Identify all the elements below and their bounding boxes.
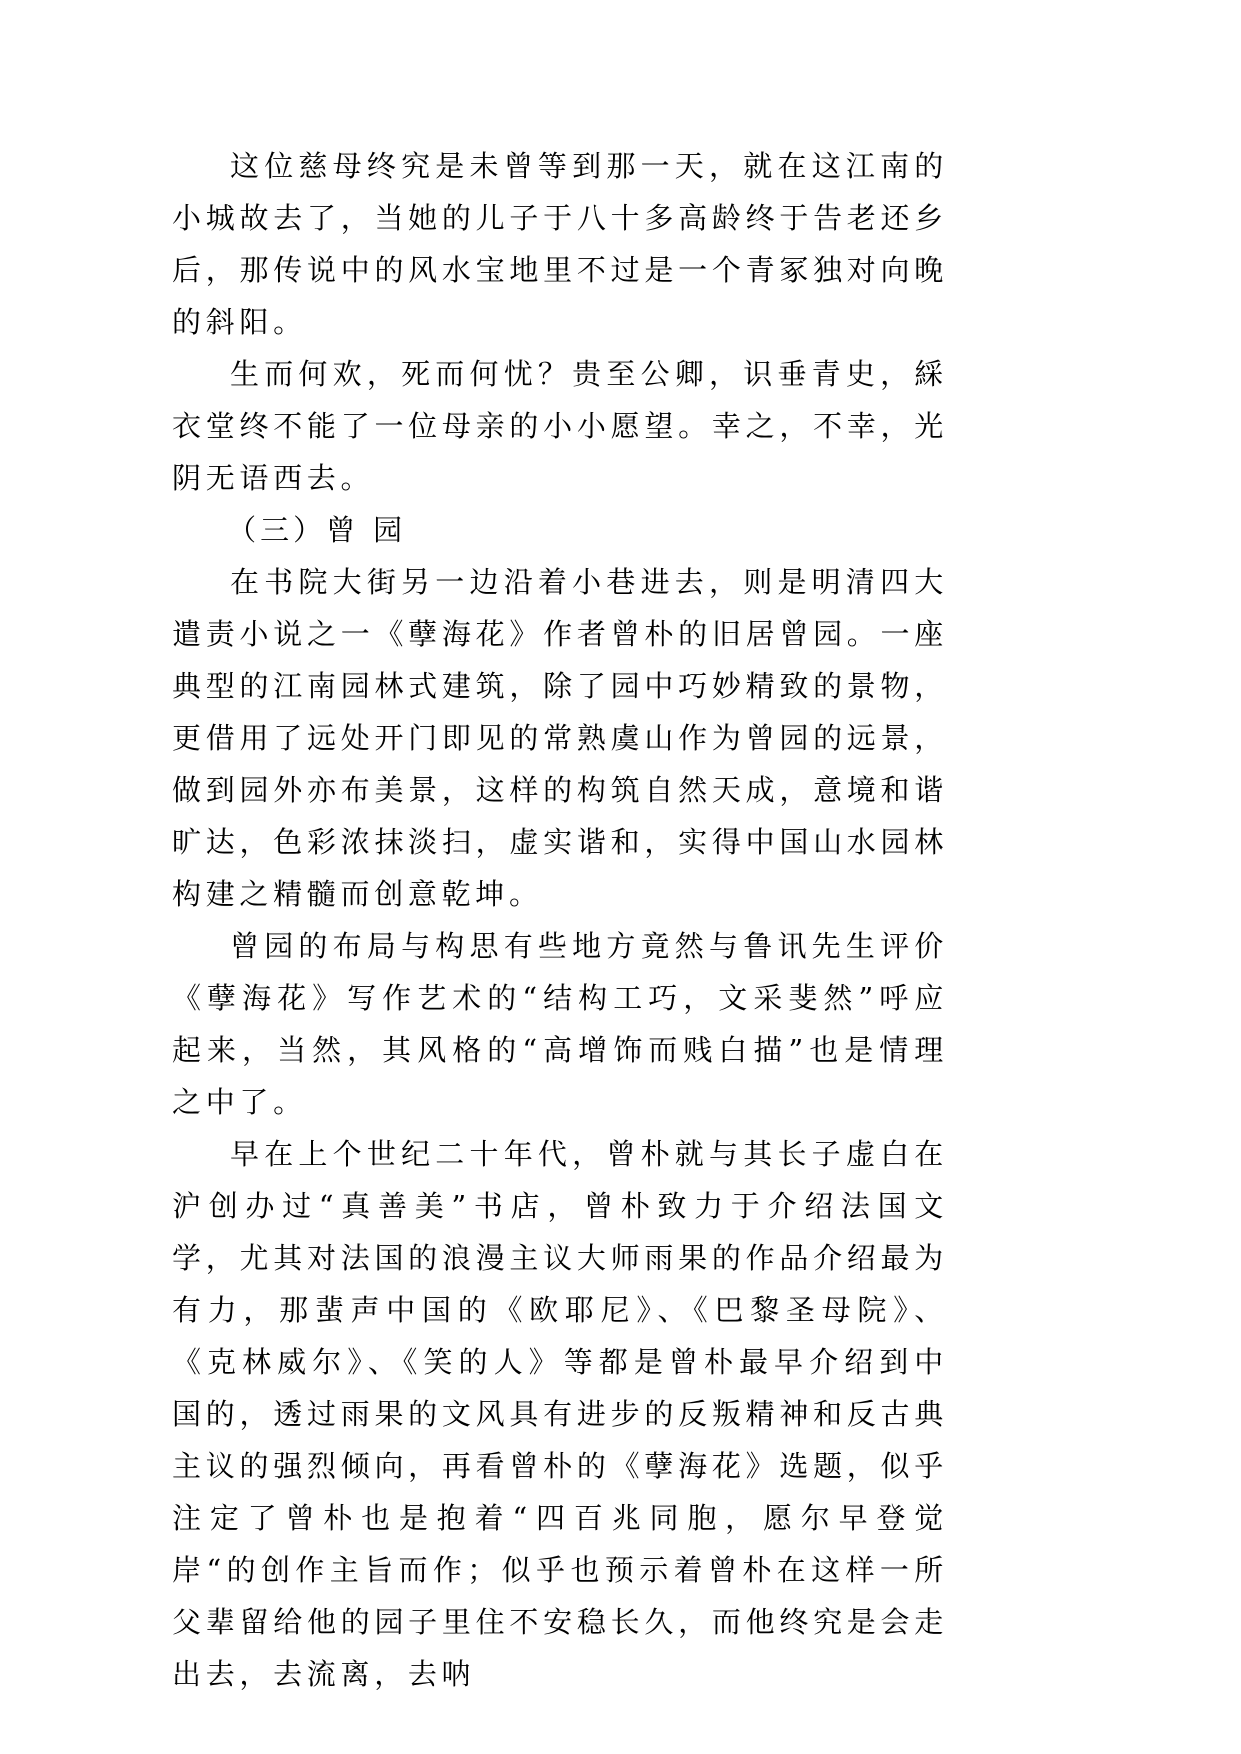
paragraph: 这位慈母终究是未曾等到那一天，就在这江南的小城故去了，当她的儿子于八十多高龄终于告老还乡后，那传说中的风水宝地里不过是一个青冢独对向晚的斜阳。: [172, 149, 948, 339]
paragraph: 生而何欢，死而何忧？贵至公卿，识垂青史，綵衣堂终不能了一位母亲的小小愿望。幸之，不幸，光阴无语西去。: [172, 357, 948, 495]
document-body: [172, 140, 948, 1700]
section-heading-suffix: 园: [373, 513, 407, 547]
paragraph: 在书院大街另一边沿着小巷进去，则是明清四大遣责小说之一《孽海花》作者曾朴的旧居曾园。一座典型的江南园林式建筑，除了园中巧妙精致的景物，更借用了远处开门即见的常熟虞山作为曾园的远景，做到园外亦布美景，这样的构筑自然天成，意境和谐旷达，色彩浓抹淡扫，虚实谐和，实得中国山水园林构建之精髓而创意乾坤。: [172, 565, 948, 911]
section-heading: [172, 504, 948, 556]
paragraph: 早在上个世纪二十年代，曾朴就与其长子虚白在沪创办过“真善美”书店，曾朴致力于介绍法国文学，尤其对法国的浪漫主议大师雨果的作品介绍最为有力，那蜚声中国的《欧耶尼》、《巴黎圣母院》、《克林威尔》、《笑的人》等都是曾朴最早介绍到中国的，透过雨果的文风具有进步的反叛精神和反古典主议的强烈倾向，再看曾朴的《孽海花》选题，似乎注定了曾朴也是抱着“四百兆同胞，愿尔早登觉岸“的创作主旨而作；似乎也预示着曾朴在这样一所父辈留给他的园子里住不安稳长久，而他终究是会走出去，去流离，去呐: [172, 1137, 948, 1691]
section-heading-prefix: （三）曾: [227, 513, 360, 547]
paragraph: 曾园的布局与构思有些地方竟然与鲁讯先生评价《孽海花》写作艺术的“结构工巧，文采斐然”呼应起来，当然，其风格的“高增饰而贱白描”也是情理之中了。: [172, 929, 948, 1119]
